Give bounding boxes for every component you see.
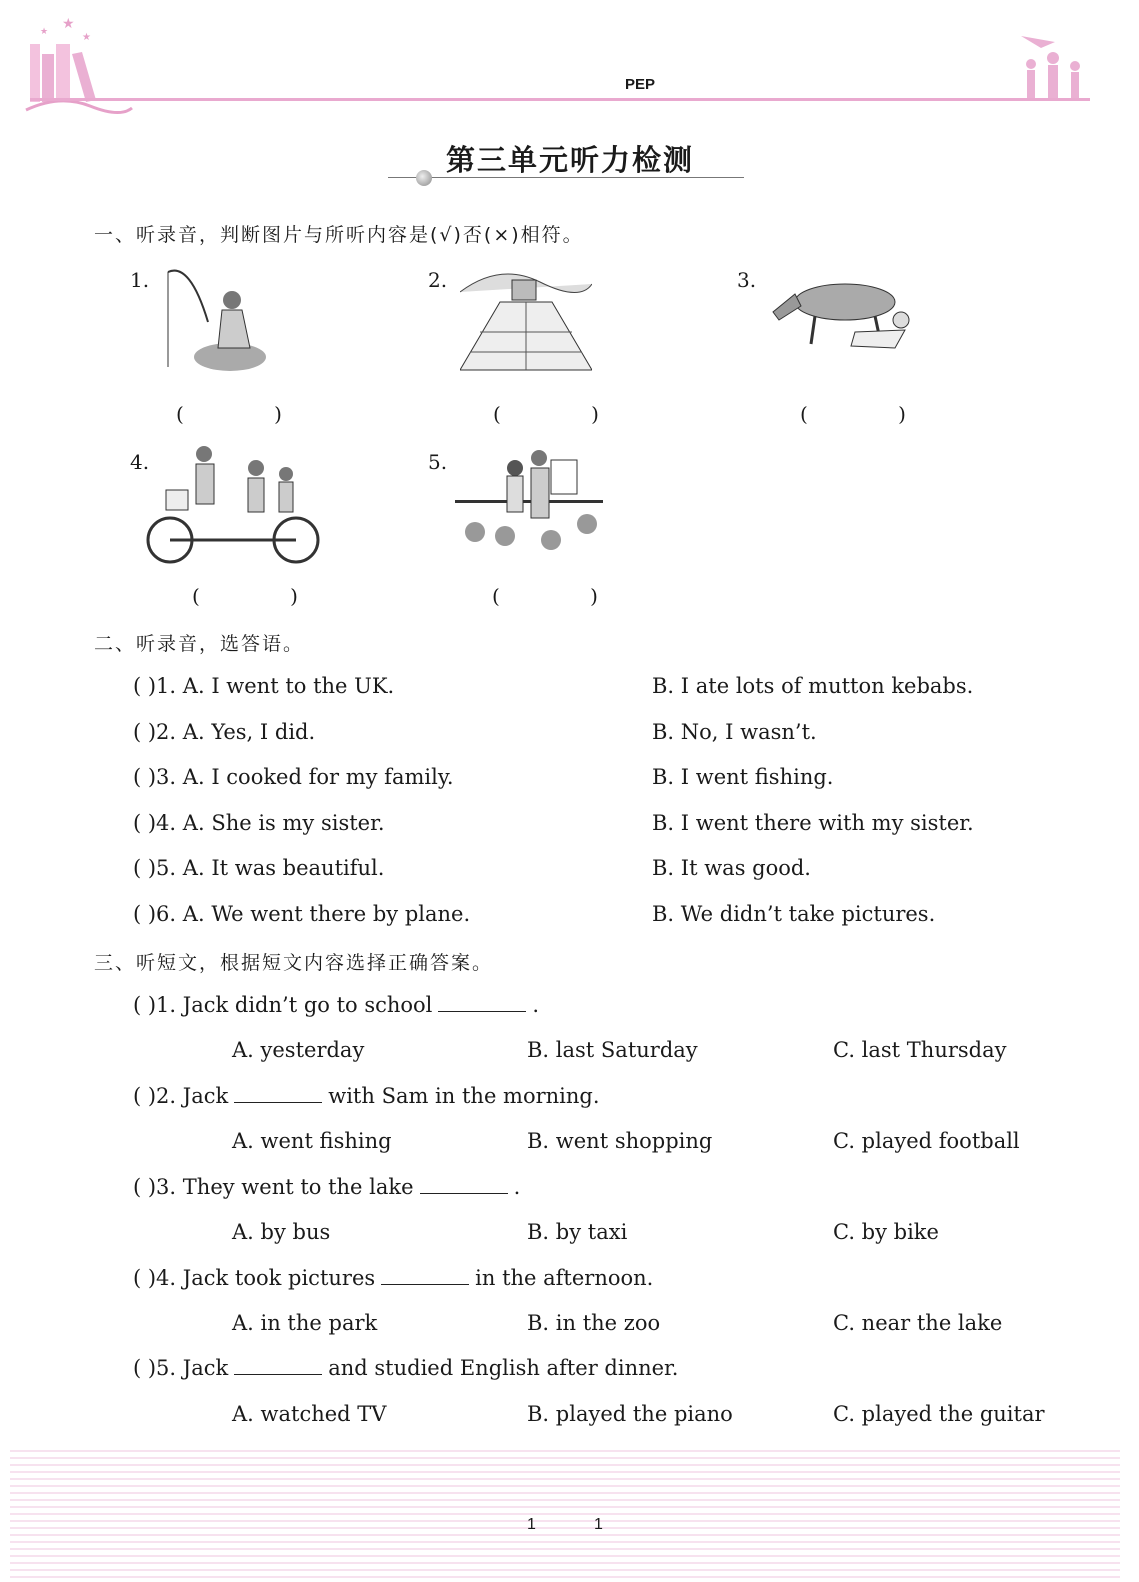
- option-b: B. by taxi: [527, 1220, 628, 1244]
- item-number: 5.: [428, 450, 448, 474]
- item-number: 2.: [428, 268, 448, 292]
- fishing-picture-icon: [160, 262, 270, 378]
- option-b: B. No, I wasn’t.: [652, 720, 817, 744]
- horse-fall-picture-icon: [765, 272, 921, 352]
- option-c: C. played football: [833, 1129, 1020, 1153]
- option-a: A. We went there by plane.: [182, 902, 471, 926]
- option-b: B. We didn’t take pictures.: [652, 902, 936, 926]
- svg-text:★: ★: [40, 27, 49, 37]
- option-c: C. played the guitar: [833, 1402, 1045, 1426]
- svg-text:★: ★: [62, 16, 75, 32]
- option-c: C. by bike: [833, 1220, 939, 1244]
- question-prefix[interactable]: ( )6. A. We went there by plane.: [133, 902, 471, 926]
- question-prefix[interactable]: ( )1. A. I went to the UK.: [133, 674, 395, 698]
- option-b: B. went shopping: [527, 1129, 713, 1153]
- page-number-left: 1: [527, 1516, 536, 1533]
- question-prefix[interactable]: ( )3. A. I cooked for my family.: [133, 765, 454, 789]
- question-stem[interactable]: ( )2. Jack with Sam in the morning.: [133, 1084, 600, 1108]
- option-a: A. It was beautiful.: [182, 856, 385, 880]
- section3-heading: 三、听短文，根据短文内容选择正确答案。: [94, 952, 494, 974]
- option-a: A. by bus: [232, 1220, 331, 1244]
- question-stem[interactable]: ( )3. They went to the lake .: [133, 1175, 521, 1199]
- answer-blank: [420, 1175, 508, 1194]
- header-label: PEP: [624, 76, 655, 93]
- question-stem[interactable]: ( )5. Jack and studied English after dinner.: [133, 1356, 679, 1380]
- answer-paren[interactable]: ( ): [800, 402, 948, 426]
- books-logo-icon: [20, 14, 140, 118]
- answer-blank: [438, 993, 526, 1012]
- option-b: B. in the zoo: [527, 1311, 661, 1335]
- item-number: 1.: [130, 268, 150, 292]
- answer-paren[interactable]: ( ): [192, 584, 340, 608]
- answer-paren[interactable]: ( ): [492, 584, 640, 608]
- option-b: B. I went there with my sister.: [652, 811, 974, 835]
- title-dot-icon: [416, 170, 432, 186]
- option-c: C. near the lake: [833, 1311, 1003, 1335]
- option-a: A. I went to the UK.: [182, 674, 395, 698]
- answer-blank: [234, 1356, 322, 1375]
- answer-paren[interactable]: ( ): [493, 402, 641, 426]
- answer-blank: [381, 1266, 469, 1285]
- option-a: A. in the park: [232, 1311, 378, 1335]
- option-b: B. It was good.: [652, 856, 811, 880]
- option-a: A. watched TV: [232, 1402, 387, 1426]
- title-rule: [388, 177, 744, 178]
- option-b: B. last Saturday: [527, 1038, 698, 1062]
- option-a: A. Yes, I did.: [182, 720, 316, 744]
- option-b: B. I ate lots of mutton kebabs.: [652, 674, 974, 698]
- question-prefix[interactable]: ( )2. A. Yes, I did.: [133, 720, 316, 744]
- header-rule: [30, 98, 1090, 101]
- option-a: A. I cooked for my family.: [182, 765, 454, 789]
- classroom-picture-icon: [455, 444, 603, 556]
- option-a: A. She is my sister.: [182, 811, 385, 835]
- page-title: 第三单元听力检测: [445, 143, 694, 177]
- item-number: 4.: [130, 450, 150, 474]
- children-silhouette-icon: [1015, 30, 1095, 106]
- question-prefix[interactable]: ( )4. A. She is my sister.: [133, 811, 385, 835]
- svg-text:★: ★: [82, 32, 91, 43]
- page-number-right: 1: [594, 1516, 603, 1533]
- footer-band: [10, 1450, 1120, 1582]
- question-prefix[interactable]: ( )5. A. It was beautiful.: [133, 856, 385, 880]
- answer-paren[interactable]: ( ): [176, 402, 324, 426]
- section1-heading: 一、听录音，判断图片与所听内容是(√)否(×)相符。: [94, 224, 584, 246]
- option-c: C. last Thursday: [833, 1038, 1007, 1062]
- question-stem[interactable]: ( )1. Jack didn’t go to school .: [133, 993, 540, 1017]
- item-number: 3.: [737, 268, 757, 292]
- family-bike-picture-icon: [146, 444, 320, 568]
- option-b: B. I went fishing.: [652, 765, 834, 789]
- question-stem[interactable]: ( )4. Jack took pictures in the afternoon.: [133, 1266, 654, 1290]
- section2-heading: 二、听录音，选答语。: [94, 633, 305, 655]
- option-b: B. played the piano: [527, 1402, 733, 1426]
- answer-blank: [234, 1084, 322, 1103]
- great-wall-picture-icon: [460, 262, 592, 372]
- option-a: A. went fishing: [232, 1129, 392, 1153]
- option-a: A. yesterday: [232, 1038, 365, 1062]
